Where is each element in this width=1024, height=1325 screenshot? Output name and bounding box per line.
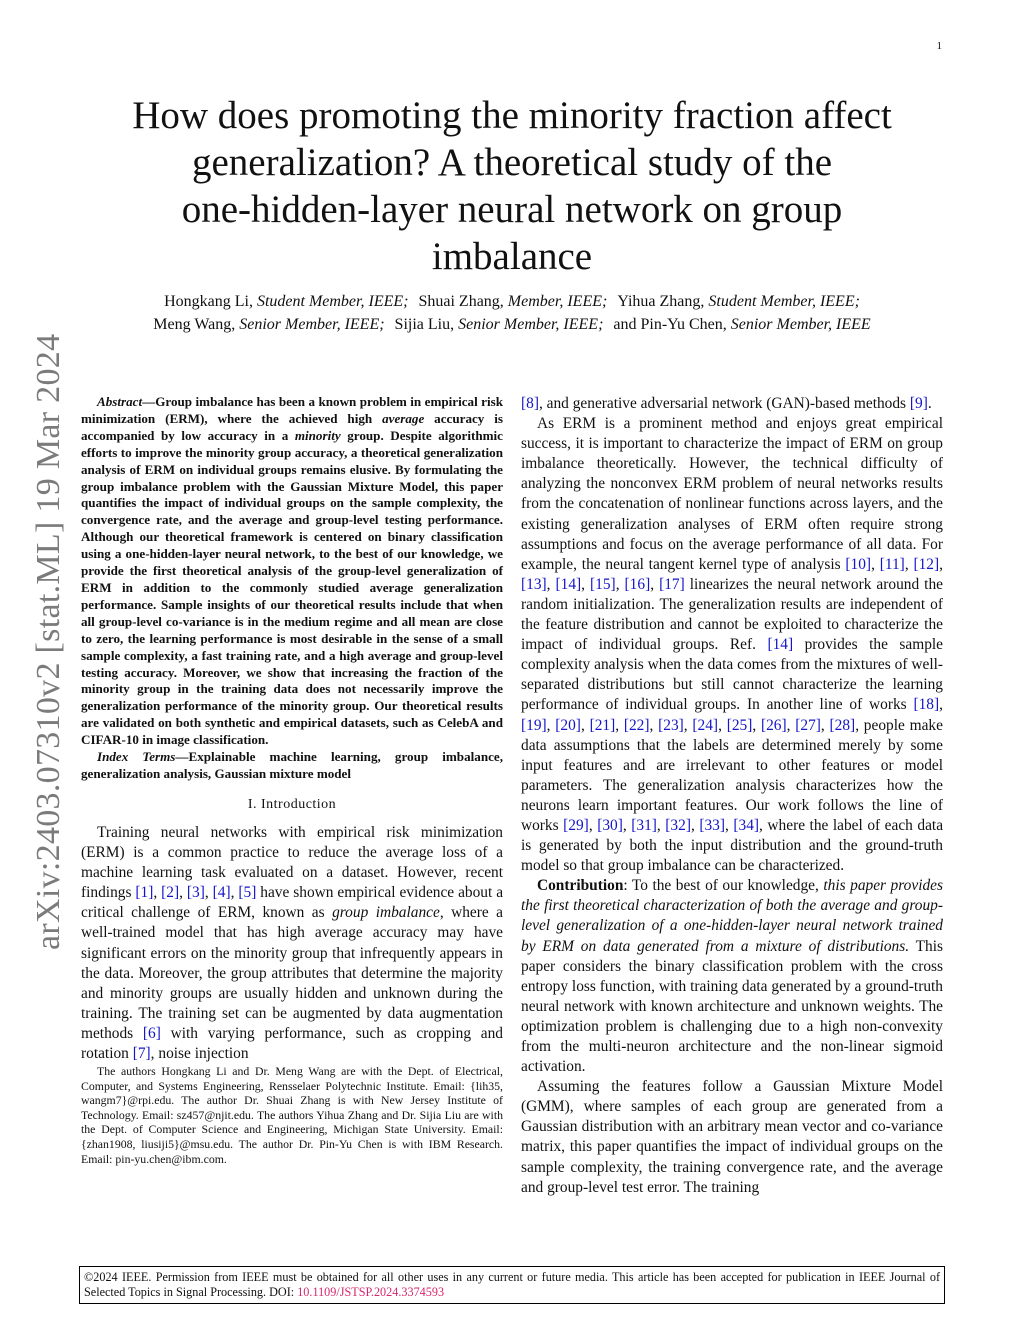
citation-link[interactable]: [1] <box>135 884 154 902</box>
citation-link[interactable]: [16] <box>624 575 651 593</box>
citation-link[interactable]: [27] <box>795 716 821 734</box>
page-number: 1 <box>936 40 942 52</box>
citation-link[interactable]: [22] <box>623 716 650 734</box>
citation-link[interactable]: [23] <box>658 716 684 734</box>
citation-link[interactable]: [32] <box>665 816 691 834</box>
citation-link[interactable]: [7] <box>132 1044 151 1062</box>
citation-link[interactable]: [20] <box>555 716 581 734</box>
left-column <box>81 394 503 1166</box>
author: Hongkang Li, Student Member, IEEE; <box>164 293 409 310</box>
paper-title <box>100 92 924 280</box>
right-column <box>521 394 943 1198</box>
citation-link[interactable]: [17] <box>659 575 685 593</box>
citation-link[interactable]: [11] <box>879 555 905 573</box>
citation-link[interactable]: [5] <box>238 884 257 902</box>
citation-group: [10], [11], [12], [13], [14], [15], [16], [17] <box>521 555 943 593</box>
citation-link[interactable]: [25] <box>726 716 753 734</box>
author: Sijia Liu, Senior Member, IEEE; <box>394 316 604 333</box>
paragraph: Assuming the features follow a Gaussian Mixture Model (GMM), where samples of each group are generated from a Gaussian distribution with an arbitrary mean vector and co-variance matrix, this paper quantifies the impact of individual groups on the sample complexity, the training convergence rate, and the average and group-level test error. The training <box>521 1078 943 1196</box>
citation-link[interactable]: [2] <box>161 884 180 902</box>
citation-link[interactable]: [33] <box>699 816 725 834</box>
index-terms: Index Terms—Explainable machine learning, group imbalance, generalization analysis, Gaussian mixture model <box>81 749 503 781</box>
citation-link[interactable]: [26] <box>760 716 787 734</box>
intro-paragraph: Training neural networks with empirical risk minimization (ERM) is a common practice to reduce the average loss of a machine learning task evaluated on a dataset. However, recent findings [1], [2], [3], [4], [5] have shown empirical evidence about a critical challenge of ERM, known as group imbalance, where a well-trained model that has high average accuracy may have significant errors on the minority group that infrequently appears in the data. Moreover, the group attributes that determine the majority and minority groups are usually hidden and unknown during the training. The training set can be augmented by data augmentation methods [6] with varying performance, such as cropping and rotation [7], noise injection <box>81 823 504 1062</box>
citation-link[interactable]: [34] <box>733 816 760 834</box>
author-footnote: The authors Hongkang Li and Dr. Meng Wang are with the Dept. of Electrical, Computer, and Systems Engineering, Rensselaer Polytechnic Institute. Email: {lih35, wangm7}@rpi.edu. The author Dr. Shuai Zhang is with New Jersey Institute of Technology. Email: sz457@njit.edu. The authors Yihua Zhang and Dr. Sijia Liu are with the Dept. of Computer Science and Engineering, Michigan State University. Email: {zhan1908, liusiji5}@msu.edu. The author Dr. Pin-Yu Chen is with IBM Research. Email: pin-yu.chen@ibm.com. <box>81 1064 503 1166</box>
citation-link[interactable]: [4] <box>212 884 231 902</box>
citation-link[interactable]: [18] <box>913 696 940 714</box>
citation-link[interactable]: [19] <box>521 716 547 734</box>
author: Yihua Zhang, Student Member, IEEE; <box>617 293 860 310</box>
title-line: How does promoting the minority fraction affect <box>132 94 892 137</box>
citation-link[interactable]: [31] <box>631 816 657 834</box>
citation-link[interactable]: [15] <box>590 575 616 593</box>
author: and Pin-Yu Chen, Senior Member, IEEE <box>613 316 871 333</box>
title-line: imbalance <box>431 235 593 278</box>
citation-link[interactable]: [13] <box>521 575 547 593</box>
arxiv-stamp: arXiv:2403.07310v2 [stat.ML] 19 Mar 2024 <box>30 333 67 950</box>
citation-link[interactable]: [8] <box>521 395 539 412</box>
author-list <box>60 290 964 336</box>
title-line: one-hidden-layer neural network on group <box>181 188 843 231</box>
citation-link[interactable]: [9] <box>909 395 928 412</box>
citation-link[interactable]: [21] <box>589 716 616 734</box>
citation-link[interactable]: [3] <box>186 884 205 902</box>
doi-link[interactable]: 10.1109/JSTSP.2024.3374593 <box>297 1285 445 1300</box>
citation-link[interactable]: [30] <box>597 816 623 834</box>
copyright-notice: ©2024 IEEE. Permission from IEEE must be obtained for all other uses in any current or future media. This article has been accepted for publication in IEEE Journal of Selected Topics in Signal Processing. DOI: 10.1109/JSTSP.2024.3374593 <box>79 1266 945 1304</box>
abstract: Abstract—Group imbalance has been a known problem in empirical risk minimization (ERM), where the achieved high average accuracy is accompanied by low accuracy in a minority group. Despite algorithmic efforts to improve the minority group accuracy, a theoretical generalization analysis of ERM on individual groups remains elusive. By formulating the group imbalance problem with the Gaussian Mixture Model, this paper quantifies the impact of individual groups on the sample complexity, the convergence rate, and the average and group-level testing performance. Although our theoretical framework is centered on binary classification using a one-hidden-layer neural network, to the best of our knowledge, we provide the first theoretical analysis of the group-level generalization of ERM in addition to the commonly studied average generalization performance. Sample insights of our theoretical results include that when all group-level co-variance is in the medium regime and all mean are close to zero, the learning performance is most desirable in the sense of a small sample complexity, a fast training rate, and a high average and group-level testing accuracy. Moreover, we show that increasing the fraction of the minority group in the training data does not necessarily improve the generalization performance of the minority group. Our theoretical results are validated on both synthetic and empirical datasets, such as CelebA and CIFAR-10 in image classification. <box>81 394 503 748</box>
paragraph: [8], and generative adversarial network (GAN)-based methods [9]. <box>521 395 932 412</box>
title-line: generalization? A theoretical study of the <box>191 141 832 184</box>
author: Meng Wang, Senior Member, IEEE; <box>153 316 385 333</box>
citation-link[interactable]: [24] <box>692 716 719 734</box>
paragraph: As ERM is a prominent method and enjoys great empirical success, it is important to characterize the impact of ERM on group imbalance theoretically. However, the technical difficulty of analyzing the nonconvex ERM problem of neural networks results from the concatenation of nonlinear functions across layers, and the existing generalization analyses of ERM often require strong assumptions and focus on the average performance of all data. For example, the neural tangent kernel type of analysis [10], [11], [12], [13], [14], [15], [16], [17] linearizes the neural network around the random initialization. The generalization results are independent of the feature distribution and cannot be exploited to characterize the impact of individual groups. Ref. [14] provides the sample complexity analysis when the data comes from the mixtures of well-separated distributions but still cannot characterize the learning performance of individual groups. In another line of works [18], [19], [20], [21], [22], [23], [24], [25], [26], [27], [28], people make data assumptions that the labels are determined merely by some input features and are irrelevant to other features or model parameters. The generalization analysis characterizes how the neurons learn important features. Our work follows the line of works [29], [30], [31], [32], [33], [34], where the label of each data is generated by both the input distribution and the ground-truth model so that group imbalance can be characterized. <box>521 415 944 875</box>
section-heading: I. Introduction <box>247 796 337 812</box>
contribution-paragraph: Contribution: To the best of our knowledge, this paper provides the first theoretical characterization of both the average and group-level generalization of a one-hidden-layer neural network trained by ERM on data generated from a mixture of distributions. This paper considers the binary classification problem with the cross entropy loss function, with training data generated by a ground-truth neural network with known architecture and unknown weights. The optimization problem is challenging due to a high non-convexity from the multi-neuron architecture and the non-linear sigmoid activation. <box>521 877 943 1076</box>
citation-link[interactable]: [14] <box>767 636 794 654</box>
author: Shuai Zhang, Member, IEEE; <box>418 293 608 310</box>
citation-group: [18], [19], [20], [21], [22], [23], [24], [25], [26], [27], [28] <box>521 696 943 734</box>
citation-link[interactable]: [12] <box>913 555 940 573</box>
citation-group: [29], [30], [31], [32], [33], [34] <box>563 816 760 834</box>
citation-link[interactable]: [28] <box>829 716 856 734</box>
citation-link[interactable]: [6] <box>142 1024 161 1042</box>
citation-link[interactable]: [10] <box>845 555 872 573</box>
citation-link[interactable]: [14] <box>555 575 582 593</box>
citation-link[interactable]: [29] <box>563 816 589 834</box>
